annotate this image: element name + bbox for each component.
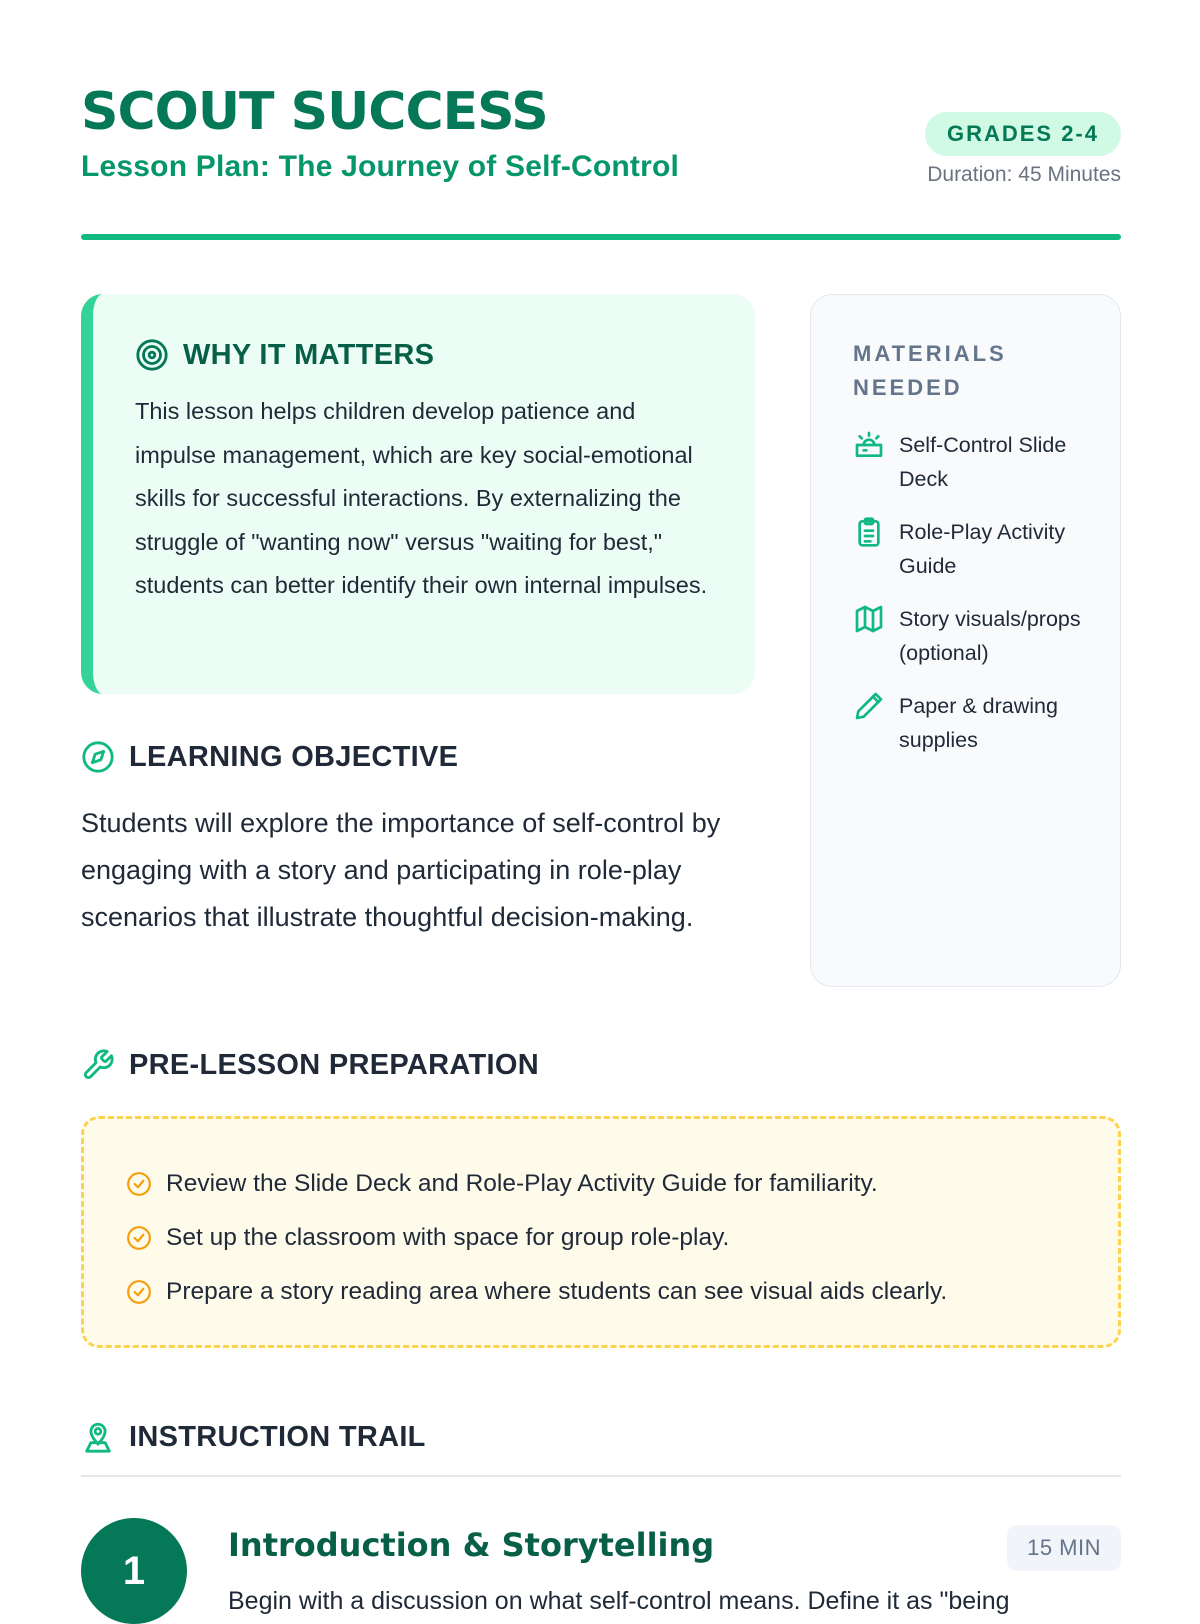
why-it-matters-text: This lesson helps children develop patience and impulse management, which are key social-emotional skills for successful interactions. By externalizing the struggle of "wanting now" versus "waiting for best," students can better identify their own internal impulses. (135, 398, 708, 598)
material-label: Role-Play Activity Guide (899, 520, 1066, 578)
checklist-text: Prepare a story reading area where students can see visual aids clearly. (166, 1278, 948, 1305)
wrench-icon (81, 1048, 115, 1082)
instruction-trail-title: INSTRUCTION TRAIL (129, 1420, 426, 1453)
pre-lesson-heading (81, 1048, 539, 1082)
checklist-item (126, 1265, 1078, 1319)
checklist-item (126, 1211, 1078, 1265)
brand-title: SCOUT SUCCESS (81, 82, 548, 142)
material-item (853, 429, 1090, 496)
material-item (853, 690, 1090, 757)
compass-icon (81, 740, 115, 774)
step-title: Introduction & Storytelling (228, 1526, 715, 1564)
target-icon (135, 338, 169, 372)
why-it-matters-card (81, 294, 755, 694)
materials-title: MATERIALS NEEDED (853, 341, 1007, 400)
instruction-trail-heading (81, 1420, 426, 1454)
checklist-text: Set up the classroom with space for group role-play. (166, 1224, 730, 1251)
pre-lesson-checklist (81, 1116, 1121, 1348)
why-it-matters-title: WHY IT MATTERS (183, 338, 435, 371)
lesson-plan-page (81, 0, 1121, 1615)
learning-objective-text: Students will explore the importance of self-control by engaging with a story and participating in role-play scenarios that illustrate thoughtful decision-making. (81, 808, 721, 932)
clipboard-list-icon (853, 516, 885, 548)
materials-panel (810, 294, 1121, 987)
material-label: Paper & drawing supplies (899, 694, 1058, 752)
step-description: Begin with a discussion on what self-control means. Define it as "being (228, 1587, 1010, 1615)
map-pin-icon (81, 1420, 115, 1454)
check-circle-icon (126, 1225, 152, 1251)
check-circle-icon (126, 1279, 152, 1305)
step-duration-badge: 15 MIN (1007, 1525, 1121, 1571)
learning-objective-heading (81, 740, 458, 774)
presentation-icon (853, 429, 885, 461)
check-circle-icon (126, 1171, 152, 1197)
map-icon (853, 603, 885, 635)
step-number: 1 (81, 1518, 187, 1624)
material-label: Story visuals/props (optional) (899, 607, 1081, 665)
checklist-text: Review the Slide Deck and Role-Play Activity Guide for familiarity. (166, 1170, 878, 1197)
material-label: Self-Control Slide Deck (899, 433, 1067, 491)
duration-label: Duration: 45 Minutes (927, 163, 1121, 186)
materials-list (853, 429, 1090, 757)
header-divider (81, 234, 1121, 240)
pencil-icon (853, 690, 885, 722)
trail-divider (81, 1475, 1121, 1477)
why-it-matters-heading (135, 338, 715, 372)
checklist-item (126, 1157, 1078, 1211)
pre-lesson-title: PRE-LESSON PREPARATION (129, 1048, 539, 1081)
material-item (853, 603, 1090, 670)
lesson-subtitle: Lesson Plan: The Journey of Self-Control (81, 150, 680, 183)
material-item (853, 516, 1090, 583)
grade-badge: GRADES 2-4 (925, 112, 1121, 156)
learning-objective-title: LEARNING OBJECTIVE (129, 740, 459, 773)
